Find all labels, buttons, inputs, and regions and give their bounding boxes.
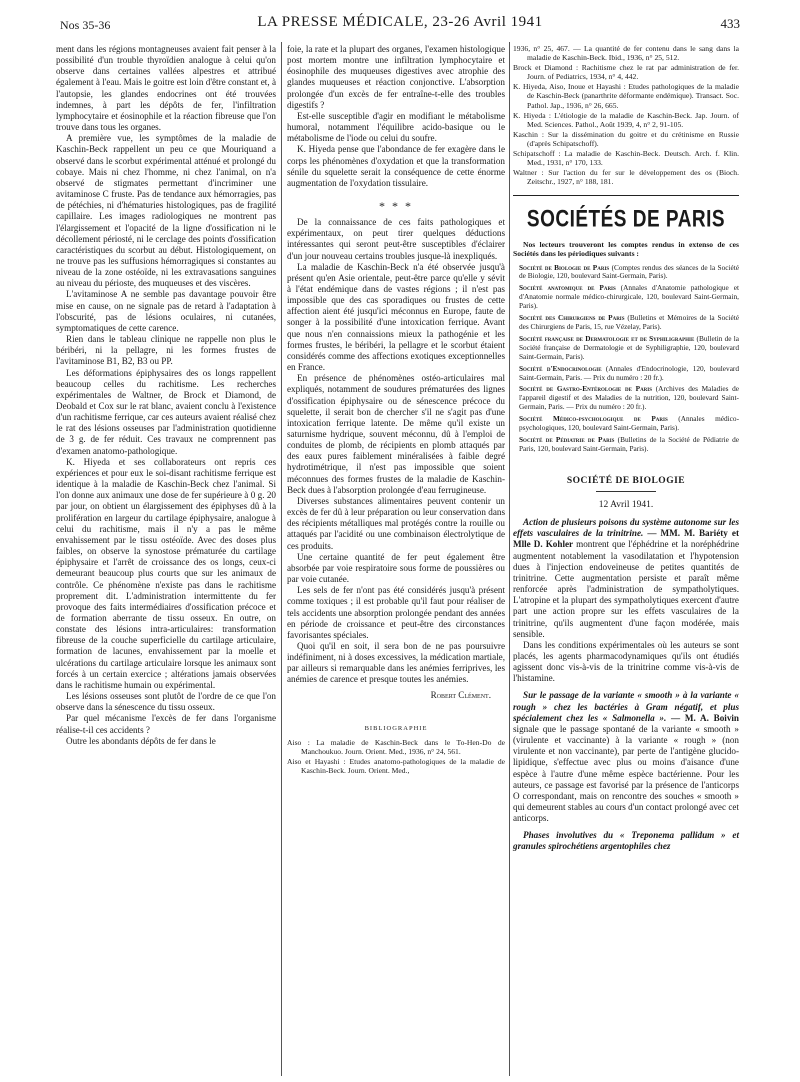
page-number: 433	[720, 16, 740, 31]
paragraph: Par quel mécanisme l'excès de fer dans l'organisme réalise-t-il ces accidents ?	[56, 713, 276, 735]
bibliography-entry: 1936, n° 25, 467. — La quantité de fer contenu dans le sang dans la maladie de Kaschin-Beck. Ibid., 1936, n° 25, 512.	[513, 44, 739, 63]
bibliography-entry: Kaschin : Sur la dissémination du goitre et du crétinisme en Russie (d'après Schipatschoff).	[513, 129, 739, 148]
abstract-paragraph: Dans les conditions expérimentales où les auteurs se sont placés, les agents pharmacodynamiques qu'ils ont étudiés agissent donc vis-à-vis de la trinitrine comme vis-à-vis de l'histamine.	[513, 639, 739, 684]
paragraph: Est-elle susceptible d'agir en modifiant le métabolisme humoral, notamment l'équilibre acido-basique ou le métabolisme de l'iode ou celui du soufre.	[287, 110, 505, 144]
abstract-paragraph: Action de plusieurs poisons du système autonome sur les effets vasculaires de la trinitrine. — MM. M. Bariéty et Mlle D. Kohler montrent que l'éphédrine et la noréphédrine augmentent notablement la vasodilatation et l'hypotension dues à l'injection endoveineuse de petites quantités de trinitrine. Cette augmentation persiste et paraît même renforcée après l'administration de sympatholytiques. L'atropine et la plupart des sympatholytiques exercent d'autre part une action propre sur les effets vasculaires de la trinitrine, qu'ils augmentent d'une façon modérée, mais sensible.	[513, 517, 739, 639]
paragraph: Diverses substances alimentaires peuvent contenir un excès de fer dû à leur préparation ou leur conservation dans des récipients métalliques mal protégés contre la rouille ou attaqués par l'acidité ou une combinaison électrolytique de ces produits.	[287, 495, 505, 551]
section-stars: * * *	[379, 199, 413, 214]
abstract-paragraph: Sur le passage de la variante « smooth » à la variante « rough » chez les bactéries à Gram négatif, et plus spécialement chez les « Salmonella ». — M. A. Boivin signale que le passage spontané de la variante « smooth » (virulente et vaccinante) à la variante « rough » (non virulente et non vaccinante), par perte de l'antigène glucido-lipidique, s'effectue avec plus ou moins d'aisance d'une espèce à l'autre d'une même espèce bactérienne. Pour les auteurs, ce passage est favorisé par la présence de l'anticorps O correspondant, mais on rencontre des souches « smooth » qui demeurent stables au cours d'un contact prolongé avec cet anticorps.	[513, 690, 740, 824]
bibliography-entry: Waltner : Sur l'action du fer sur le développement des os (Bioch. Zeitschr., 1927, n° 188, 181.	[513, 168, 739, 187]
bibliography-entry: Aiso et Hayashi : Etudes anatomo-pathologiques de la maladie de Kaschin-Beck. Journ. Orient. Med.,	[287, 757, 505, 776]
journal-title: LA PRESSE MÉDICALE, 23-26 Avril 1941	[257, 14, 543, 30]
bibliography-entry: Aiso : La maladie de Kaschin-Beck dans le To-Hen-Do de Manchoukuo. Journ. Orient. Med., 1936, n° 24, 561.	[287, 737, 505, 756]
column-3	[513, 44, 739, 853]
paragraph: De la connaissance de ces faits pathologiques et expérimentaux, on peut tirer quelques déductions intéressantes qui seront peut-être susceptibles d'éclairer d'un jour nouveau certains troubles jusque-là inexpliqués.	[287, 217, 505, 261]
column-rule	[509, 42, 510, 1076]
paragraph: Les déformations épiphysaires des os longs rappellent beaucoup celles du rachitisme. Les recherches expérimentales de Waltner, de Brock et Diamond, de Deobald et Cox sur le rat blanc, avaient conclu à l'existence d'un rachitisme ferrique, car ces auteurs avaient réalisé chez le rat des lésions osseuses par l'administration quotidienne de 3 g. de fer réduit. Ces travaux ne comprennent pas d'examen anatomo-pathologique.	[56, 367, 276, 456]
column-rule	[281, 42, 282, 1076]
page-header	[60, 14, 740, 40]
bibliography-entry: Brock et Diamond : Rachitisme chez le rat par administration de fer. Journ. of Pediatrics, 1934, n° 4, 442.	[513, 63, 739, 82]
paragraph: ment dans les régions montagneuses avaient fait penser à la possibilité d'un trouble thyroïdien analogue à celui qu'on observe dans certaines vallées alpestres et attribué également à l'eau. Mais le goitre est loin d'être constant et, à l'autopsie, les glandes endocrines ont été trouvées indemnes, à part les dépôts de fer, l'infiltration lymphocytaire et éosinophile et la réaction fibreuse que l'on trouve dans tous les organes.	[56, 44, 276, 133]
subsection-divider	[596, 491, 656, 492]
paragraph: foie, la rate et la plupart des organes, l'examen histologique post mortem montre une infiltration lymphocytaire et éosinophile des muqueuses digestives avec atrophie des glandes muqueuses et réaction conjonctive. L'absorption prolongée d'un excès de fer entraîne-t-elle des troubles digestifs ?	[287, 44, 505, 110]
article-author: Robert Clément.	[430, 689, 491, 700]
bibliography-heading: BIBLIOGRAPHIE	[364, 724, 428, 732]
abstract-heading: Phases involutives du « Treponema pallidum » et granules spirochétiens argentophiles chez	[513, 830, 739, 852]
section-intro: Nos lecteurs trouveront les comptes rendus in extenso de ces Sociétés dans les périodiques suivants :	[513, 239, 739, 258]
session-date: 12 Avril 1941.	[598, 499, 654, 510]
paragraph: En présence de phénomènes ostéo-articulaires mal expliqués, notamment de soudures prématurées des lignes d'ossification épiphysaire ou de sénescence précoce du squelette, il serait bon de chercher s'il ne s'agit pas d'une intoxication ferrique latente. De même qu'il existe un saturnisme hydrique, souvent méconnu, dû à l'emploi de conduites de plomb, de récipients en plomb attaqués par des eaux pures faiblement minéralisées à faible degré hydrotimétrique, il n'est pas impossible que soient méconnues des formes frustes de la maladie de Kaschin-Beck dues à l'absorption prolongée d'eau ferrugineuse.	[287, 373, 505, 495]
paragraph: Outre les abondants dépôts de fer dans le	[66, 735, 216, 746]
paragraph: Rien dans le tableau clinique ne rappelle non plus le béribéri, ni la pellagre, ni les formes frustes de l'avitaminose B1, B2, B3 ou PP.	[56, 334, 276, 367]
bibliography-entry: Schipatschoff : La maladie de Kaschin-Beck. Deutsch. Arch. f. Klin. Med., 1931, n° 170, 133.	[513, 149, 739, 168]
subsection-title: SOCIÉTÉ DE BIOLOGIE	[566, 475, 686, 486]
paragraph: Les sels de fer n'ont pas été considérés jusqu'à présent comme toxiques ; il est probable qu'il faut pour réaliser de tels accidents une absorption prolongée pendant des années en période de croissance et peut-être des circonstances favorisantes spéciales.	[287, 585, 505, 640]
bibliography-entry: K. Hiyeda, Aiso, Inoue et Hayashi : Etudes pathologiques de la maladie de Kaschin-Beck (panarthrite déformante endémique). Transact. Soc. Pathol. Jap., 1936, n° 26, 665.	[513, 82, 739, 110]
paragraph: A première vue, les symptômes de la maladie de Kaschin-Beck rappellent un peu ce que Mouriquand a observé dans le scorbut expérimental atténué et prolongé du cobaye. Mais ni chez l'homme, ni chez l'animal, on n'a observé de stigmates permettant d'incriminer une avitaminose C fruste. Pas de tendance aux hémorragies, pas de pétéchies, ni d'hématuries histologiques, pas de fragilité capillaire. Les images radiologiques ne montrent pas l'élargissement et l'opacité de la ligne d'ossification ni le décollement périosté, ni le cerclage des points d'ossification caractéristiques du scorbut au début. Histologiquement, on ne trouve pas les suffusions hémorragiques si constantes au niveau de la zone ostéoïde, ni les extravasations sanguines au niveau du périoste, des muqueuses et des viscères.	[56, 133, 276, 289]
society-entry: Société de Biologie de Paris (Comptes rendus des séances de la Société de Biologie, 120, boulevard Saint-Germain, Paris).	[519, 262, 740, 281]
paragraph: Les lésions osseuses sont plutôt de l'ordre de ce que l'on observe dans la sénescence du tissu osseux.	[56, 691, 276, 713]
paragraph: Quoi qu'il en soit, il sera bon de ne pas poursuivre indéfiniment, ni à doses excessives, la médication martiale, par ailleurs si remarquable dans les anémies ferriprives, les anémies de carence et presque toutes les anémies.	[287, 640, 505, 685]
paragraph: K. Hiyeda pense que l'abondance de fer exagère dans le corps les phénomènes d'oxydation et que la transformation sénile du squelette serait la conséquence de cette énorme augmentation de l'oxydation tissulaire.	[287, 144, 505, 188]
society-entry: Société des Chirurgiens de Paris (Bulletins et Mémoires de la Société des Chirurgiens de Paris, 15, rue Vézelay, Paris).	[519, 313, 740, 331]
paragraph: K. Hiyeda et ses collaborateurs ont repris ces expériences et pour eux le soi-disant rachitisme ferrique est identique à la maladie de Kaschin-Beck chez l'animal. Si l'on donne aux animaux une dose de fer supérieure à 0 g. 20 par jour, on obtient un élargissement des épiphyses dû à la prolifération en largeur du cartilage épiphysaire, analogue à celui du rachitisme, mais il n'y a pas le même envahissement par le tissu ostéoïde. Avec des doses plus faibles, on observe la synostose prématurée du cartilage épiphysaire et l'arrêt de croissance des os longs, ceux-ci demeurant beaucoup plus courts que sur les animaux de contrôle. Ce phénomène n'existe pas dans le rachitisme proprement dit. L'administration intermittente du fer provoque des faits intermédiaires d'ossification précoce et de formation aberrante de tissu osseux. En outre, on constate des lésions intra-articulaires: transformation fibreuse de la couche superficielle du cartilage articulaire, formation de lacunes, envahissement par la moelle et ulcérations du cartilage articulaire lorsque les animaux sont forcés à un certain exercice ; altérations jamais observées dans le rachitisme humain ou expérimental.	[56, 456, 276, 690]
paragraph: La maladie de Kaschin-Beck n'a été observée jusqu'à présent qu'en Asie orientale, peut-être parce qu'elle y sévit à l'état endémique dans de vastes régions ; il n'est pas impossible que des cas sporadiques ou frustes de cette affection aient été jusqu'ici méconnus en Europe, faute de songer à la possibilité d'une intoxication ferrique. Avant que nous n'en connaissions mieux la pathogénie et les formes frustes, le béribéri, la pellagre et le scorbut étaient considérés comme des affections exotiques exceptionnelles en France.	[287, 261, 505, 373]
section-title: SOCIÉTÉS DE PARIS	[526, 206, 726, 234]
society-entry: Société de Pédiatrie de Paris (Bulletins de la Société de Pédiatrie de Paris, 120, boulevard Saint-Germain, Paris).	[519, 434, 739, 453]
society-entry: Société française de Dermatologie et de Syphiligraphie (Bulletin de la Société française de Dermatologie et de Syphiligraphie, 120, boulevard Saint-Germain, Paris).	[519, 333, 740, 361]
bibliography-entry: K. Hiyeda : L'étiologie de la maladie de Kaschin-Beck. Jap. Journ. of Med. Sciences. Pathol., Août 1939, 4, n° 2, 91-105.	[513, 110, 739, 129]
column-2	[287, 44, 505, 776]
society-entry: Société d'Endocrinologie (Annales d'Endocrinologie, 120, boulevard Saint-Germain, Paris. — Prix du numéro : 20 fr.).	[519, 363, 740, 382]
society-entry: Société anatomique de Paris (Annales d'Anatomie pathologique et d'Anatomie normale médico-chirurgicale, 120, boulevard Saint-Germain, Paris).	[519, 283, 739, 311]
column-1	[56, 44, 276, 747]
paragraph: Une certaine quantité de fer peut également être absorbée par voie respiratoire sous forme de poussières ou par voie cutanée.	[287, 551, 505, 585]
issue-number: Nos 35-36	[60, 18, 111, 32]
society-entry: Société de Gastro-Entérologie de Paris (Archives des Maladies de l'appareil digestif et des Maladies de la nutrition, 120, boulevard Saint-Germain, Paris. — Prix du numéro : 20 fr.).	[519, 384, 740, 412]
paragraph: L'avitaminose A ne semble pas davantage pouvoir être mise en cause, on ne signale pas de retard à l'adaptation à l'obscurité, pas de lésions oculaires, ni cutanées, symptomatiques de cette carence.	[56, 289, 276, 333]
society-entry: Société Médico-psychologique de Paris (Annales médico-psychologiques, 120, boulevard Saint-Germain, Paris).	[519, 414, 740, 433]
section-divider	[513, 195, 739, 196]
